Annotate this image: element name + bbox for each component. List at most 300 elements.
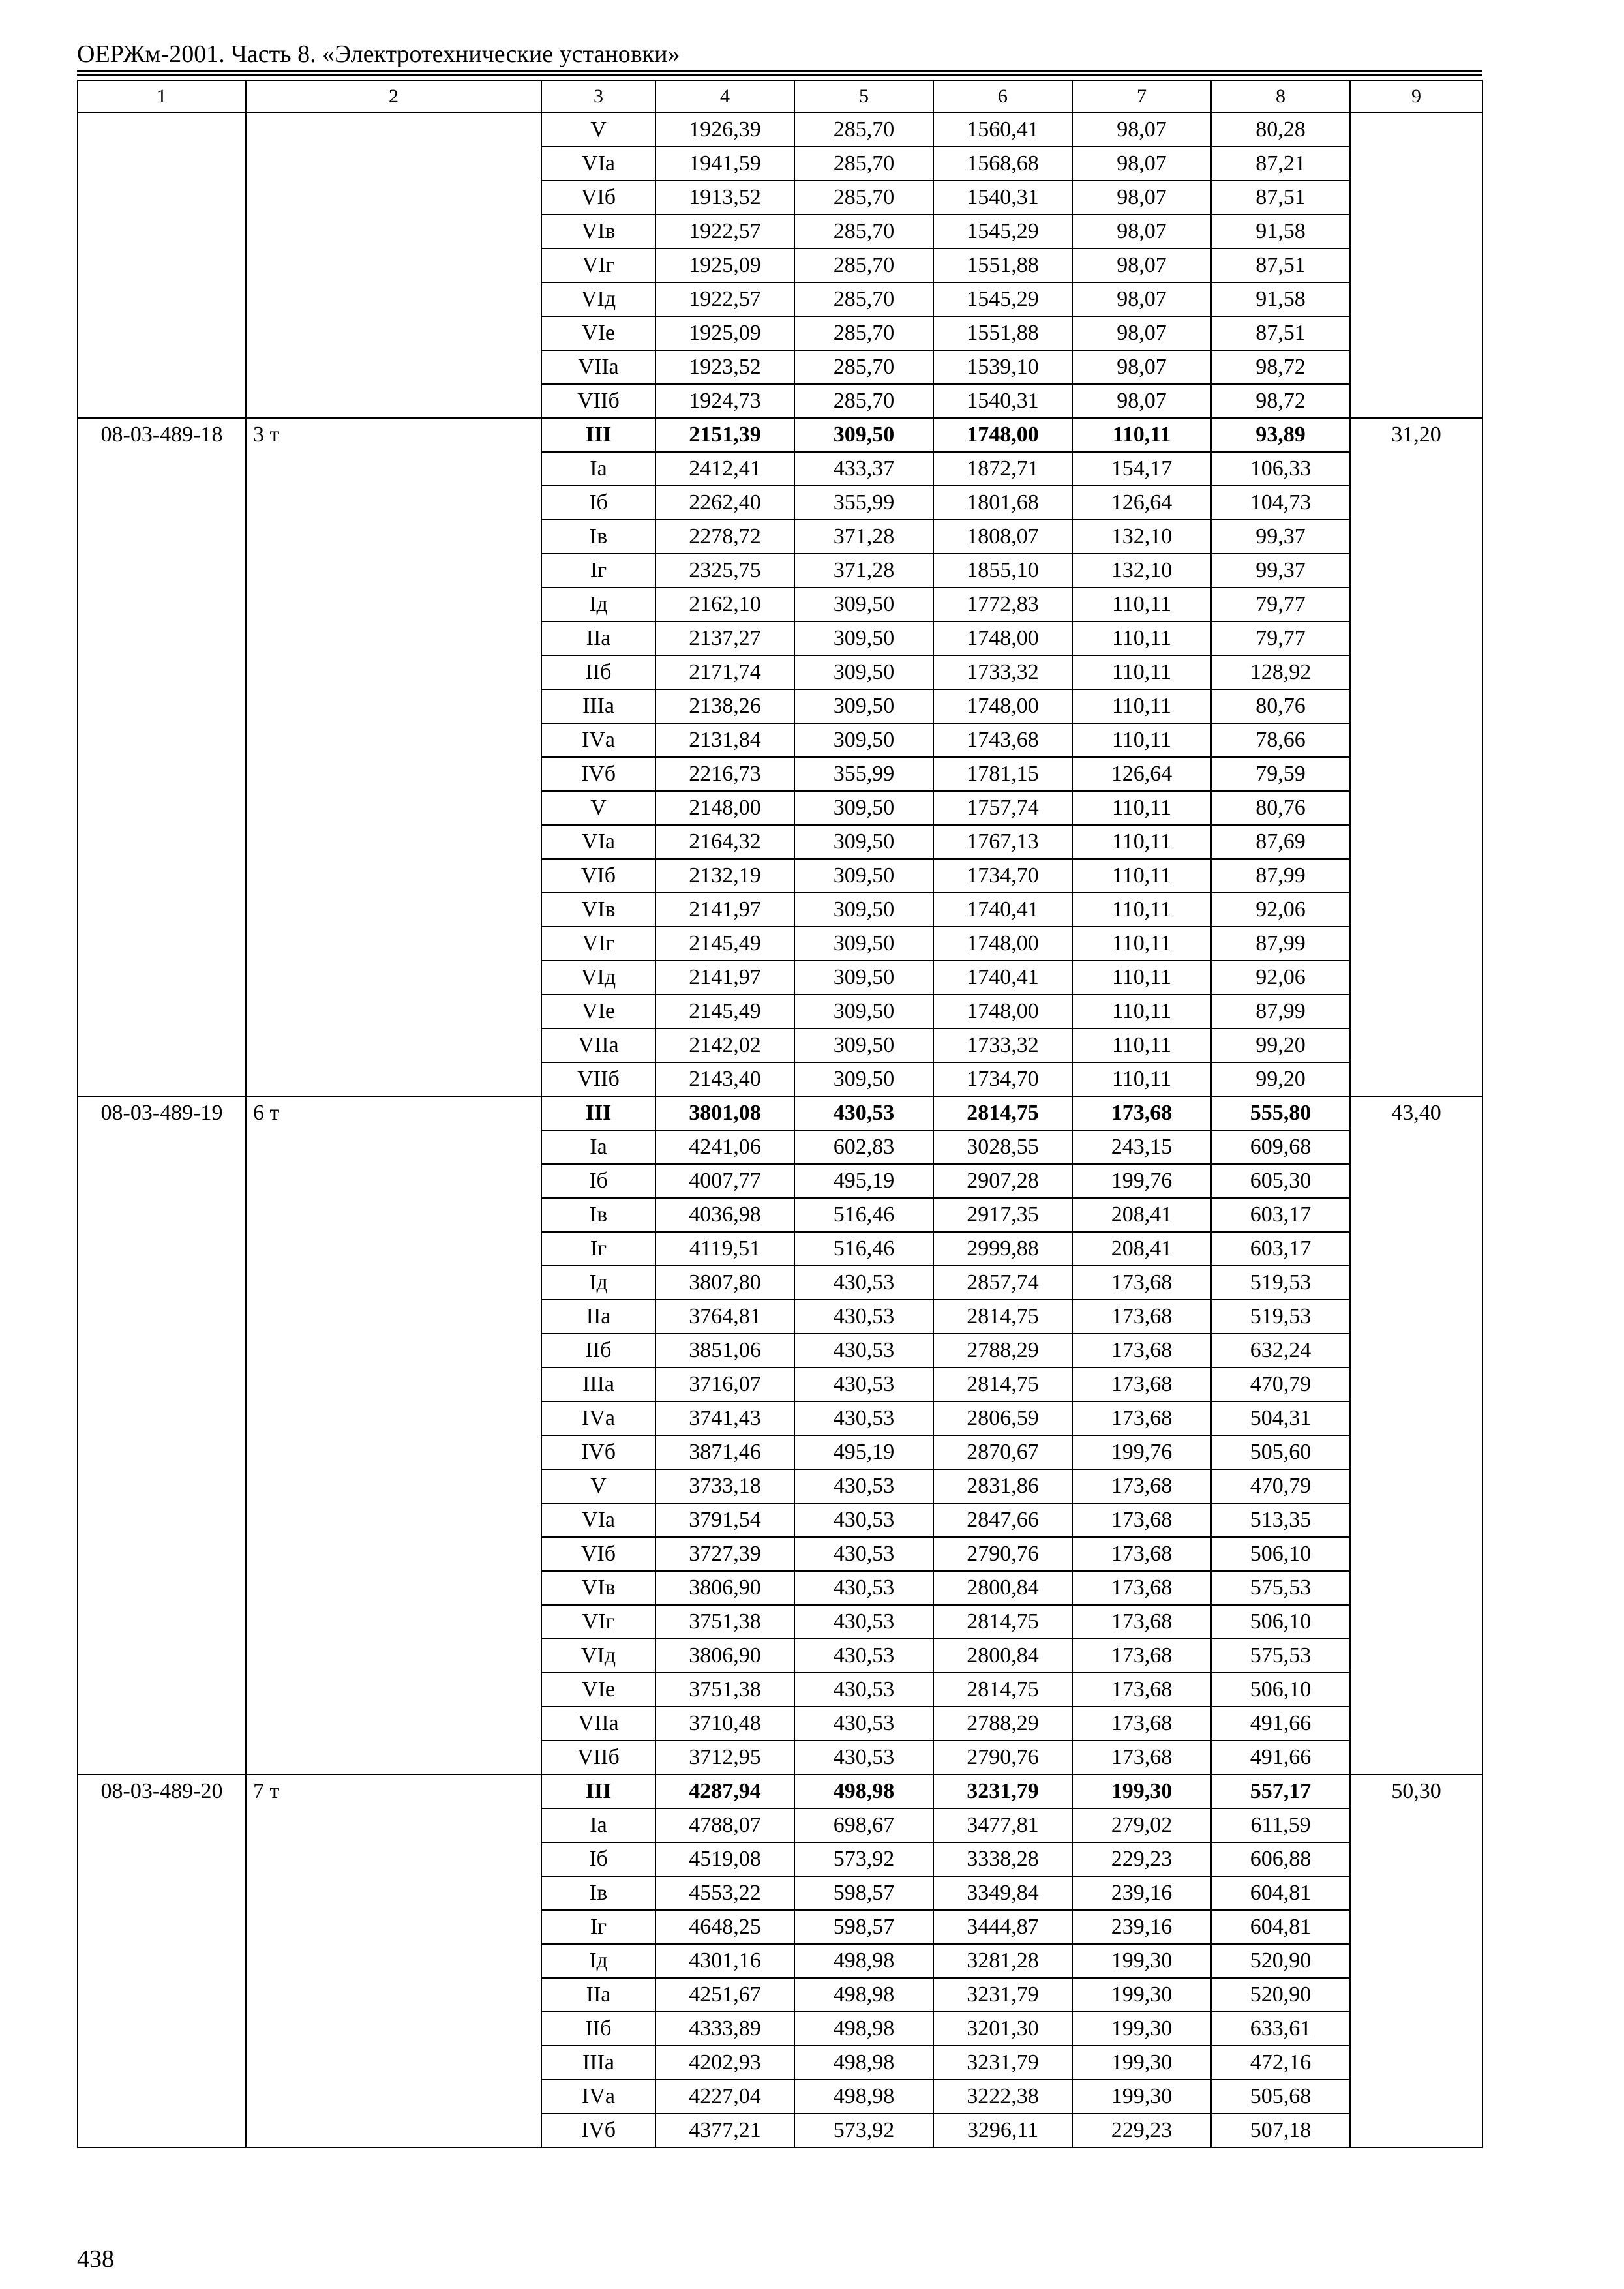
value-cell: 2131,84 — [655, 723, 794, 757]
variant-cell: IIа — [541, 1300, 655, 1334]
value-cell: 3231,79 — [933, 1978, 1072, 2012]
value-cell: 285,70 — [794, 215, 933, 248]
value-cell: 3281,28 — [933, 1944, 1072, 1978]
price-table — [77, 80, 1483, 2148]
variant-cell: Iд — [541, 1944, 655, 1978]
value-cell: 173,68 — [1072, 1300, 1211, 1334]
variant-cell: IVа — [541, 2080, 655, 2114]
value-cell: 99,20 — [1211, 1028, 1350, 1062]
col9-cell: 43,40 — [1350, 1096, 1482, 1774]
value-cell: 79,77 — [1211, 588, 1350, 621]
value-cell: 110,11 — [1072, 927, 1211, 961]
value-cell: 604,81 — [1211, 1876, 1350, 1910]
variant-cell: IVб — [541, 757, 655, 791]
value-cell: 1748,00 — [933, 418, 1072, 452]
value-cell: 99,37 — [1211, 554, 1350, 588]
value-cell: 3741,43 — [655, 1401, 794, 1435]
value-cell: 3712,95 — [655, 1741, 794, 1774]
value-cell: 173,68 — [1072, 1673, 1211, 1707]
value-cell: 93,89 — [1211, 418, 1350, 452]
value-cell: 173,68 — [1072, 1401, 1211, 1435]
value-cell: 3764,81 — [655, 1300, 794, 1334]
value-cell: 2162,10 — [655, 588, 794, 621]
value-cell: 285,70 — [794, 316, 933, 350]
column-number: 8 — [1211, 80, 1350, 113]
variant-cell: IVа — [541, 1401, 655, 1435]
value-cell: 602,83 — [794, 1130, 933, 1164]
value-cell: 1545,29 — [933, 282, 1072, 316]
value-cell: 3296,11 — [933, 2114, 1072, 2147]
value-cell: 371,28 — [794, 554, 933, 588]
value-cell: 2325,75 — [655, 554, 794, 588]
variant-cell: VIв — [541, 1571, 655, 1605]
value-cell: 2141,97 — [655, 893, 794, 927]
value-cell: 110,11 — [1072, 1062, 1211, 1096]
value-cell: 4519,08 — [655, 1842, 794, 1876]
value-cell: 498,98 — [794, 2046, 933, 2080]
value-cell: 3806,90 — [655, 1571, 794, 1605]
value-cell: 472,16 — [1211, 2046, 1350, 2080]
page-header: ОЕРЖм-2001. Часть 8. «Электротехнические установки» — [77, 40, 680, 68]
variant-cell: VIе — [541, 316, 655, 350]
value-cell: 132,10 — [1072, 520, 1211, 554]
value-cell: 516,46 — [794, 1198, 933, 1232]
value-cell: 4301,16 — [655, 1944, 794, 1978]
value-cell: 4648,25 — [655, 1910, 794, 1944]
value-cell: 309,50 — [794, 859, 933, 893]
value-cell: 98,07 — [1072, 384, 1211, 418]
value-cell: 98,07 — [1072, 215, 1211, 248]
value-cell: 513,35 — [1211, 1503, 1350, 1537]
value-cell: 309,50 — [794, 418, 933, 452]
column-number: 3 — [541, 80, 655, 113]
value-cell: 575,53 — [1211, 1571, 1350, 1605]
value-cell: 87,21 — [1211, 147, 1350, 181]
value-cell: 1740,41 — [933, 961, 1072, 995]
value-cell: 555,80 — [1211, 1096, 1350, 1130]
value-cell: 470,79 — [1211, 1368, 1350, 1401]
value-cell: 99,20 — [1211, 1062, 1350, 1096]
value-cell: 3222,38 — [933, 2080, 1072, 2114]
variant-cell: VIб — [541, 181, 655, 215]
variant-cell: VIе — [541, 995, 655, 1028]
value-cell: 110,11 — [1072, 893, 1211, 927]
variant-cell: VIе — [541, 1673, 655, 1707]
value-cell: 611,59 — [1211, 1808, 1350, 1842]
value-cell: 279,02 — [1072, 1808, 1211, 1842]
variant-cell: IVб — [541, 2114, 655, 2147]
value-cell: 309,50 — [794, 893, 933, 927]
value-cell: 1757,74 — [933, 791, 1072, 825]
value-cell: 1560,41 — [933, 113, 1072, 147]
value-cell: 430,53 — [794, 1266, 933, 1300]
variant-cell: IIIа — [541, 689, 655, 723]
value-cell: 3231,79 — [933, 2046, 1072, 2080]
value-cell: 285,70 — [794, 181, 933, 215]
col9-cell: 50,30 — [1350, 1774, 1482, 2147]
value-cell: 79,59 — [1211, 757, 1350, 791]
value-cell: 106,33 — [1211, 452, 1350, 486]
value-cell: 285,70 — [794, 384, 933, 418]
variant-cell: IIIа — [541, 1368, 655, 1401]
variant-cell: Iв — [541, 1198, 655, 1232]
value-cell: 598,57 — [794, 1910, 933, 1944]
value-cell: 604,81 — [1211, 1910, 1350, 1944]
variant-cell: VIв — [541, 215, 655, 248]
value-cell: 199,30 — [1072, 1978, 1211, 2012]
value-cell: 309,50 — [794, 825, 933, 859]
value-cell: 98,07 — [1072, 248, 1211, 282]
value-cell: 2278,72 — [655, 520, 794, 554]
value-cell: 371,28 — [794, 520, 933, 554]
variant-cell: Iа — [541, 1808, 655, 1842]
value-cell: 2907,28 — [933, 1164, 1072, 1198]
name-cell: 7 т — [246, 1774, 541, 2147]
variant-cell: VIб — [541, 859, 655, 893]
value-cell: 98,07 — [1072, 350, 1211, 384]
value-cell: 598,57 — [794, 1876, 933, 1910]
value-cell: 229,23 — [1072, 2114, 1211, 2147]
value-cell: 3716,07 — [655, 1368, 794, 1401]
value-cell: 1855,10 — [933, 554, 1072, 588]
value-cell: 2142,02 — [655, 1028, 794, 1062]
value-cell: 110,11 — [1072, 995, 1211, 1028]
value-cell: 229,23 — [1072, 1842, 1211, 1876]
value-cell: 2262,40 — [655, 486, 794, 520]
value-cell: 498,98 — [794, 1774, 933, 1808]
value-cell: 110,11 — [1072, 621, 1211, 655]
column-number: 9 — [1350, 80, 1482, 113]
value-cell: 557,17 — [1211, 1774, 1350, 1808]
variant-cell: Iа — [541, 452, 655, 486]
variant-cell: Iв — [541, 1876, 655, 1910]
value-cell: 491,66 — [1211, 1741, 1350, 1774]
value-cell: 239,16 — [1072, 1876, 1211, 1910]
value-cell: 3201,30 — [933, 2012, 1072, 2046]
value-cell: 4287,94 — [655, 1774, 794, 1808]
value-cell: 208,41 — [1072, 1198, 1211, 1232]
variant-cell: VIб — [541, 1537, 655, 1571]
variant-cell: VIIб — [541, 1741, 655, 1774]
value-cell: 1748,00 — [933, 927, 1072, 961]
value-cell: 4377,21 — [655, 2114, 794, 2147]
value-cell: 80,76 — [1211, 791, 1350, 825]
value-cell: 2145,49 — [655, 995, 794, 1028]
value-cell: 87,99 — [1211, 927, 1350, 961]
variant-cell: VIIб — [541, 384, 655, 418]
variant-cell: VIг — [541, 927, 655, 961]
value-cell: 173,68 — [1072, 1537, 1211, 1571]
value-cell: 1551,88 — [933, 248, 1072, 282]
value-cell: 309,50 — [794, 689, 933, 723]
value-cell: 2814,75 — [933, 1368, 1072, 1401]
value-cell: 1748,00 — [933, 621, 1072, 655]
value-cell: 2164,32 — [655, 825, 794, 859]
value-cell: 2814,75 — [933, 1605, 1072, 1639]
value-cell: 199,30 — [1072, 2012, 1211, 2046]
variant-cell: IIIа — [541, 2046, 655, 2080]
value-cell: 1734,70 — [933, 1062, 1072, 1096]
value-cell: 126,64 — [1072, 486, 1211, 520]
variant-cell: V — [541, 1469, 655, 1503]
value-cell: 4251,67 — [655, 1978, 794, 2012]
value-cell: 208,41 — [1072, 1232, 1211, 1266]
value-cell: 309,50 — [794, 588, 933, 621]
page-number: 438 — [77, 2245, 114, 2273]
value-cell: 504,31 — [1211, 1401, 1350, 1435]
variant-cell: Iг — [541, 1232, 655, 1266]
value-cell: 491,66 — [1211, 1707, 1350, 1741]
variant-cell: VIа — [541, 825, 655, 859]
value-cell: 1922,57 — [655, 282, 794, 316]
value-cell: 2790,76 — [933, 1537, 1072, 1571]
value-cell: 495,19 — [794, 1435, 933, 1469]
value-cell: 519,53 — [1211, 1300, 1350, 1334]
value-cell: 498,98 — [794, 1978, 933, 2012]
value-cell: 173,68 — [1072, 1503, 1211, 1537]
value-cell: 430,53 — [794, 1741, 933, 1774]
value-cell: 309,50 — [794, 1062, 933, 1096]
value-cell: 309,50 — [794, 621, 933, 655]
value-cell: 1925,09 — [655, 248, 794, 282]
value-cell: 199,76 — [1072, 1164, 1211, 1198]
value-cell: 154,17 — [1072, 452, 1211, 486]
value-cell: 132,10 — [1072, 554, 1211, 588]
value-cell: 3851,06 — [655, 1334, 794, 1368]
value-cell: 430,53 — [794, 1334, 933, 1368]
value-cell: 2138,26 — [655, 689, 794, 723]
value-cell: 505,68 — [1211, 2080, 1350, 2114]
variant-cell: IIа — [541, 1978, 655, 2012]
value-cell: 355,99 — [794, 757, 933, 791]
value-cell: 2790,76 — [933, 1741, 1072, 1774]
col9-cell — [1350, 113, 1482, 418]
value-cell: 2145,49 — [655, 927, 794, 961]
variant-cell: VIIа — [541, 1707, 655, 1741]
value-cell: 99,37 — [1211, 520, 1350, 554]
variant-cell: VIа — [541, 1503, 655, 1537]
value-cell: 285,70 — [794, 248, 933, 282]
variant-cell: V — [541, 113, 655, 147]
value-cell: 4553,22 — [655, 1876, 794, 1910]
value-cell: 430,53 — [794, 1537, 933, 1571]
variant-cell: Iб — [541, 1842, 655, 1876]
value-cell: 520,90 — [1211, 1944, 1350, 1978]
value-cell: 128,92 — [1211, 655, 1350, 689]
value-cell: 4202,93 — [655, 2046, 794, 2080]
code-cell: 08-03-489-20 — [78, 1774, 246, 2147]
value-cell: 2143,40 — [655, 1062, 794, 1096]
value-cell: 430,53 — [794, 1571, 933, 1605]
header-rule-double — [77, 74, 1482, 76]
value-cell: 91,58 — [1211, 282, 1350, 316]
value-cell: 2814,75 — [933, 1300, 1072, 1334]
column-number: 7 — [1072, 80, 1211, 113]
variant-cell: IIб — [541, 1334, 655, 1368]
value-cell: 4241,06 — [655, 1130, 794, 1164]
value-cell: 173,68 — [1072, 1605, 1211, 1639]
value-cell: 4036,98 — [655, 1198, 794, 1232]
variant-cell: IIб — [541, 2012, 655, 2046]
value-cell: 87,51 — [1211, 248, 1350, 282]
value-cell: 199,30 — [1072, 2080, 1211, 2114]
value-cell: 1922,57 — [655, 215, 794, 248]
value-cell: 2137,27 — [655, 621, 794, 655]
value-cell: 2151,39 — [655, 418, 794, 452]
value-cell: 78,66 — [1211, 723, 1350, 757]
value-cell: 495,19 — [794, 1164, 933, 1198]
value-cell: 110,11 — [1072, 655, 1211, 689]
value-cell: 110,11 — [1072, 1028, 1211, 1062]
value-cell: 2788,29 — [933, 1707, 1072, 1741]
value-cell: 3028,55 — [933, 1130, 1072, 1164]
value-cell: 87,51 — [1211, 181, 1350, 215]
value-cell: 173,68 — [1072, 1741, 1211, 1774]
value-cell: 606,88 — [1211, 1842, 1350, 1876]
value-cell: 98,72 — [1211, 350, 1350, 384]
code-cell: 08-03-489-19 — [78, 1096, 246, 1774]
value-cell: 2148,00 — [655, 791, 794, 825]
value-cell: 98,07 — [1072, 282, 1211, 316]
value-cell: 1781,15 — [933, 757, 1072, 791]
variant-cell: Iв — [541, 520, 655, 554]
value-cell: 110,11 — [1072, 418, 1211, 452]
variant-cell: Iб — [541, 1164, 655, 1198]
table-row — [78, 1774, 1482, 1808]
column-number: 5 — [794, 80, 933, 113]
value-cell: 4227,04 — [655, 2080, 794, 2114]
value-cell: 1923,52 — [655, 350, 794, 384]
value-cell: 199,30 — [1072, 1774, 1211, 1808]
value-cell: 3477,81 — [933, 1808, 1072, 1842]
value-cell: 3871,46 — [655, 1435, 794, 1469]
value-cell: 2847,66 — [933, 1503, 1072, 1537]
value-cell: 98,07 — [1072, 181, 1211, 215]
value-cell: 4007,77 — [655, 1164, 794, 1198]
value-cell: 2999,88 — [933, 1232, 1072, 1266]
name-cell: 3 т — [246, 418, 541, 1096]
value-cell: 3791,54 — [655, 1503, 794, 1537]
value-cell: 173,68 — [1072, 1707, 1211, 1741]
value-cell: 470,79 — [1211, 1469, 1350, 1503]
value-cell: 2800,84 — [933, 1639, 1072, 1673]
column-number: 4 — [655, 80, 794, 113]
value-cell: 603,17 — [1211, 1232, 1350, 1266]
value-cell: 2857,74 — [933, 1266, 1072, 1300]
value-cell: 1924,73 — [655, 384, 794, 418]
value-cell: 173,68 — [1072, 1368, 1211, 1401]
name-cell: 6 т — [246, 1096, 541, 1774]
variant-cell: VIIа — [541, 1028, 655, 1062]
value-cell: 3444,87 — [933, 1910, 1072, 1944]
value-cell: 1734,70 — [933, 859, 1072, 893]
variant-cell: VIIа — [541, 350, 655, 384]
variant-cell: Iа — [541, 1130, 655, 1164]
value-cell: 1772,83 — [933, 588, 1072, 621]
value-cell: 430,53 — [794, 1469, 933, 1503]
value-cell: 309,50 — [794, 927, 933, 961]
table-row — [78, 418, 1482, 452]
variant-cell: VIг — [541, 248, 655, 282]
value-cell: 498,98 — [794, 1944, 933, 1978]
column-number: 2 — [246, 80, 541, 113]
variant-cell: III — [541, 1774, 655, 1808]
value-cell: 1733,32 — [933, 1028, 1072, 1062]
value-cell: 4119,51 — [655, 1232, 794, 1266]
value-cell: 1740,41 — [933, 893, 1072, 927]
value-cell: 2412,41 — [655, 452, 794, 486]
variant-cell: VIд — [541, 1639, 655, 1673]
value-cell: 309,50 — [794, 791, 933, 825]
value-cell: 173,68 — [1072, 1469, 1211, 1503]
col9-cell: 31,20 — [1350, 418, 1482, 1096]
value-cell: 110,11 — [1072, 689, 1211, 723]
value-cell: 519,53 — [1211, 1266, 1350, 1300]
variant-cell: Iд — [541, 1266, 655, 1300]
value-cell: 698,67 — [794, 1808, 933, 1842]
value-cell: 3806,90 — [655, 1639, 794, 1673]
value-cell: 285,70 — [794, 282, 933, 316]
value-cell: 239,16 — [1072, 1910, 1211, 1944]
value-cell: 285,70 — [794, 113, 933, 147]
value-cell: 2788,29 — [933, 1334, 1072, 1368]
value-cell: 243,15 — [1072, 1130, 1211, 1164]
value-cell: 98,72 — [1211, 384, 1350, 418]
value-cell: 110,11 — [1072, 825, 1211, 859]
value-cell: 126,64 — [1072, 757, 1211, 791]
value-cell: 173,68 — [1072, 1334, 1211, 1368]
code-cell — [78, 113, 246, 418]
value-cell: 173,68 — [1072, 1096, 1211, 1130]
value-cell: 1926,39 — [655, 113, 794, 147]
value-cell: 80,76 — [1211, 689, 1350, 723]
value-cell: 603,17 — [1211, 1198, 1350, 1232]
value-cell: 87,99 — [1211, 995, 1350, 1028]
value-cell: 430,53 — [794, 1401, 933, 1435]
value-cell: 2171,74 — [655, 655, 794, 689]
value-cell: 1551,88 — [933, 316, 1072, 350]
variant-cell: VIг — [541, 1605, 655, 1639]
value-cell: 3710,48 — [655, 1707, 794, 1741]
value-cell: 2216,73 — [655, 757, 794, 791]
value-cell: 430,53 — [794, 1673, 933, 1707]
value-cell: 498,98 — [794, 2080, 933, 2114]
variant-cell: Iг — [541, 554, 655, 588]
table-row — [78, 113, 1482, 147]
variant-cell: Iб — [541, 486, 655, 520]
value-cell: 2132,19 — [655, 859, 794, 893]
variant-cell: III — [541, 418, 655, 452]
value-cell: 98,07 — [1072, 113, 1211, 147]
variant-cell: V — [541, 791, 655, 825]
value-cell: 87,69 — [1211, 825, 1350, 859]
value-cell: 1539,10 — [933, 350, 1072, 384]
variant-cell: III — [541, 1096, 655, 1130]
value-cell: 2814,75 — [933, 1096, 1072, 1130]
value-cell: 3349,84 — [933, 1876, 1072, 1910]
value-cell: 309,50 — [794, 961, 933, 995]
variant-cell: VIд — [541, 282, 655, 316]
value-cell: 110,11 — [1072, 588, 1211, 621]
value-cell: 1801,68 — [933, 486, 1072, 520]
variant-cell: IIа — [541, 621, 655, 655]
value-cell: 285,70 — [794, 147, 933, 181]
value-cell: 430,53 — [794, 1368, 933, 1401]
value-cell: 2814,75 — [933, 1673, 1072, 1707]
column-number: 6 — [933, 80, 1072, 113]
variant-cell: Iд — [541, 588, 655, 621]
value-cell: 110,11 — [1072, 723, 1211, 757]
